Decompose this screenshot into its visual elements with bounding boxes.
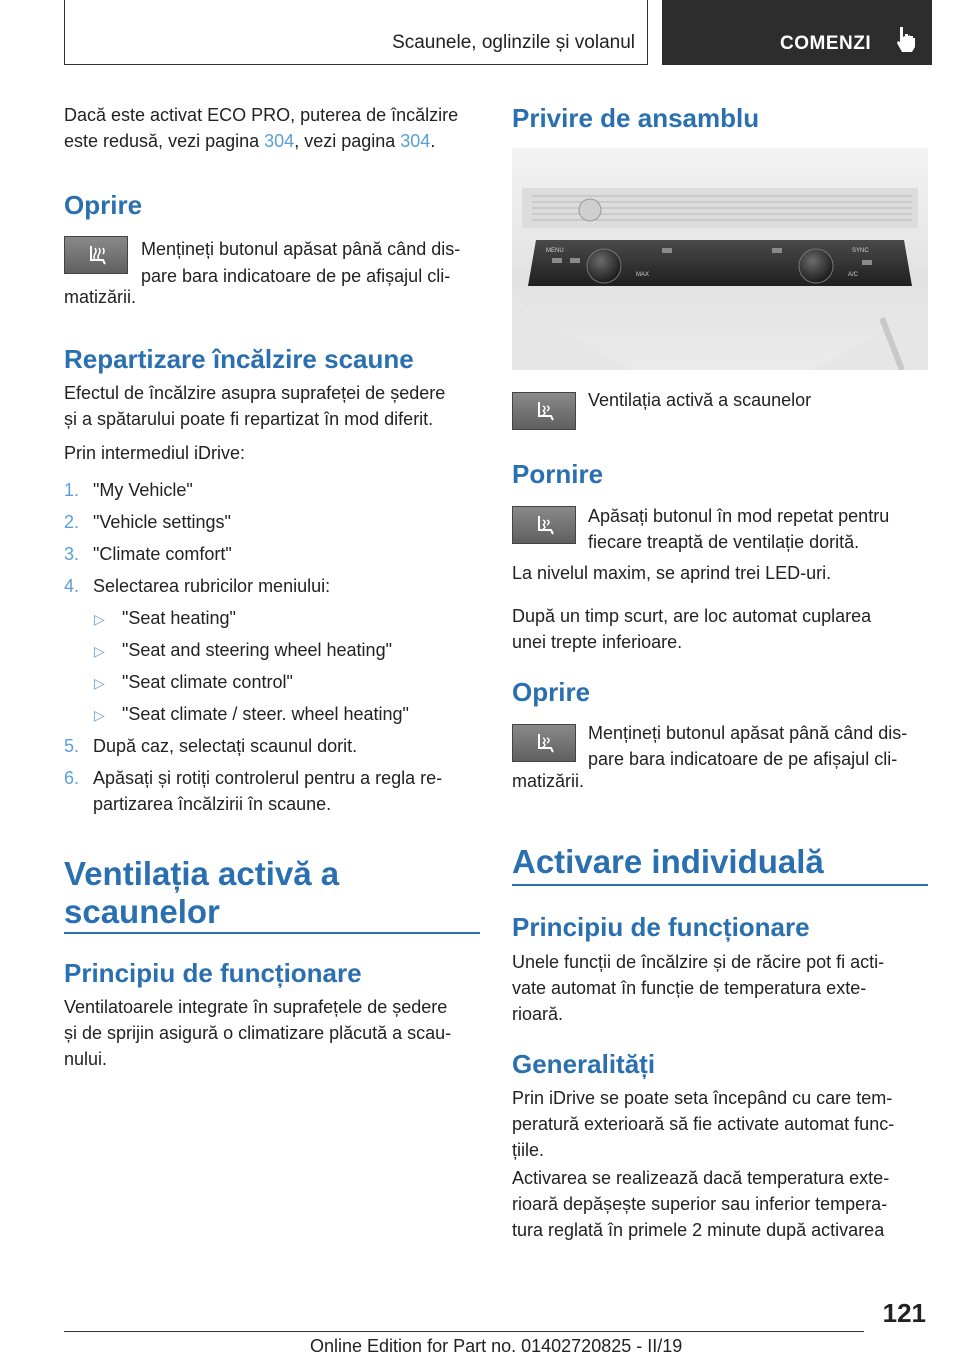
principiu-right-line-2: vate automat în funcție de temperatura exte- bbox=[512, 978, 867, 998]
section-rule-right bbox=[512, 884, 928, 886]
header-tab-label: COMENZI bbox=[780, 33, 872, 54]
seat-ventilation-icon bbox=[531, 730, 559, 758]
menu-subitem: "Seat climate control" bbox=[122, 672, 293, 692]
dupa-line-1: După un timp scurt, are loc automat cuplarea bbox=[512, 606, 872, 626]
photo-label-sync: SYNC bbox=[852, 248, 869, 254]
heading-oprire-right: Oprire bbox=[512, 677, 591, 707]
step-number: 2. bbox=[64, 512, 80, 532]
page-link-304-b[interactable]: 304 bbox=[400, 131, 431, 151]
heading-oprire-left: Oprire bbox=[64, 190, 143, 220]
climate-panel-photo bbox=[512, 148, 928, 370]
principiu-left-line-3: nului. bbox=[64, 1049, 108, 1069]
repartizare-line-1: Efectul de încălzire asupra suprafeței de ședere bbox=[64, 383, 446, 403]
section-title-line-1: Ventilația activă a bbox=[64, 855, 340, 892]
pointing-hand-icon bbox=[894, 25, 918, 53]
generalitati-line-3: țiile. bbox=[512, 1140, 545, 1160]
repartizare-line-2: și a spătarului poate fi repartizat în mod diferit. bbox=[64, 409, 434, 429]
activarea-line-2: rioară depășește superior sau inferior tempera- bbox=[512, 1194, 888, 1214]
seat-ventilation-icon bbox=[531, 512, 559, 540]
page-number: 121 bbox=[882, 1298, 926, 1328]
climate-panel-illustration bbox=[512, 148, 928, 370]
intro-paragraph bbox=[64, 102, 458, 154]
oprire-left-line-3: matizării. bbox=[64, 287, 137, 307]
heading-generalitati: Generalități bbox=[512, 1049, 656, 1079]
photo-label-ac: A/C bbox=[848, 272, 859, 278]
intro-line-2 bbox=[64, 128, 458, 154]
oprire-right-line-1: Mențineți butonul apăsat până când dis- bbox=[588, 723, 908, 743]
generalitati-line-2: peratură exterioară să fie activate automat func- bbox=[512, 1114, 895, 1134]
step-text-cont: partizarea încălzirii în scaune. bbox=[93, 794, 332, 814]
step-text: "Climate comfort" bbox=[93, 544, 232, 564]
photo-label-menu: MENU bbox=[546, 248, 564, 254]
activarea-line-1: Activarea se realizează dacă temperatura exte- bbox=[512, 1168, 890, 1188]
oprire-right-line-3: matizării. bbox=[512, 771, 585, 791]
pornire-line-1: Apăsați butonul în mod repetat pentru bbox=[588, 506, 890, 526]
header-section-box bbox=[64, 0, 648, 65]
seat-heating-button-icon bbox=[64, 236, 128, 274]
triangle-bullet-icon: ▷ bbox=[94, 675, 105, 691]
oprire-left-line-1: Mențineți butonul apăsat până când dis- bbox=[141, 239, 461, 259]
menu-subitem: "Seat and steering wheel heating" bbox=[122, 640, 392, 660]
seat-ventilation-button-icon bbox=[512, 506, 576, 544]
generalitati-line-1: Prin iDrive se poate seta începând cu care tem- bbox=[512, 1088, 893, 1108]
oprire-right-line-2: pare bara indicatoare de pe afișajul cli- bbox=[588, 749, 898, 769]
intro-line-1: Dacă este activat ECO PRO, puterea de încălzire bbox=[64, 105, 459, 125]
step-number: 3. bbox=[64, 544, 80, 564]
section-title-line-2: scaunelor bbox=[64, 893, 220, 930]
page-header bbox=[64, 0, 932, 65]
ventilatia-caption: Ventilația activă a scaunelor bbox=[588, 390, 812, 410]
heading-principiu-left: Principiu de funcționare bbox=[64, 958, 362, 988]
section-title-ventilatia bbox=[64, 855, 339, 931]
section-rule-left bbox=[64, 932, 480, 934]
triangle-bullet-icon: ▷ bbox=[94, 707, 105, 723]
header-tab-comenzi[interactable] bbox=[662, 0, 932, 65]
principiu-left-line-1: Ventilatoarele integrate în suprafețele de ședere bbox=[64, 997, 448, 1017]
idrive-intro: Prin intermediul iDrive: bbox=[64, 443, 246, 463]
seat-ventilation-icon bbox=[531, 398, 559, 426]
triangle-bullet-icon: ▷ bbox=[94, 611, 105, 627]
step-text: "Vehicle settings" bbox=[93, 512, 231, 532]
step-number: 1. bbox=[64, 480, 80, 500]
intro-text-a: este redusă, vezi pagina bbox=[64, 131, 265, 151]
step-text: Selectarea rubricilor meniului: bbox=[93, 576, 331, 596]
page-link-304-a[interactable]: 304 bbox=[264, 131, 295, 151]
heading-privire: Privire de ansamblu bbox=[512, 103, 760, 133]
seat-ventilation-button-icon bbox=[512, 724, 576, 762]
principiu-right-line-3: rioară. bbox=[512, 1004, 564, 1024]
oprire-left-line-2: pare bara indicatoare de pe afișajul cli- bbox=[141, 266, 451, 286]
dupa-line-2: unei trepte inferioare. bbox=[512, 632, 683, 652]
footer-edition: Online Edition for Part no. 01402720825 - II/19 bbox=[310, 1336, 683, 1356]
section-title-activare: Activare individuală bbox=[512, 843, 824, 880]
nivel-text: La nivelul maxim, se aprind trei LED-uri. bbox=[512, 563, 832, 583]
intro-text-c: . bbox=[430, 131, 436, 151]
step-text: Apăsați și rotiți controlerul pentru a regla re- bbox=[93, 768, 443, 788]
menu-subitem: "Seat heating" bbox=[122, 608, 236, 628]
activarea-line-3: tura reglată în primele 2 minute după activarea bbox=[512, 1220, 885, 1240]
photo-label-max-left: MAX bbox=[636, 272, 650, 278]
menu-subitem: "Seat climate / steer. wheel heating" bbox=[122, 704, 409, 724]
principiu-right-line-1: Unele funcții de încălzire și de răcire pot fi acti- bbox=[512, 952, 885, 972]
seat-ventilation-button-icon bbox=[512, 392, 576, 430]
triangle-bullet-icon: ▷ bbox=[94, 643, 105, 659]
seat-heating-icon bbox=[83, 242, 111, 270]
header-section-title: Scaunele, oglinzile și volanul bbox=[392, 32, 635, 53]
step-text: După caz, selectați scaunul dorit. bbox=[93, 736, 358, 756]
heading-repartizare: Repartizare încălzire scaune bbox=[64, 344, 414, 374]
step-number: 6. bbox=[64, 768, 80, 788]
intro-text-b: , vezi pagina bbox=[294, 131, 401, 151]
step-number: 4. bbox=[64, 576, 80, 596]
step-number: 5. bbox=[64, 736, 80, 756]
footer-rule bbox=[64, 1331, 864, 1332]
heading-principiu-right: Principiu de funcționare bbox=[512, 912, 810, 942]
step-text: "My Vehicle" bbox=[93, 480, 193, 500]
heading-pornire: Pornire bbox=[512, 459, 604, 489]
principiu-left-line-2: și de sprijin asigură o climatizare plăcută a scau- bbox=[64, 1023, 452, 1043]
pornire-line-2: fiecare treaptă de ventilație dorită. bbox=[588, 532, 860, 552]
